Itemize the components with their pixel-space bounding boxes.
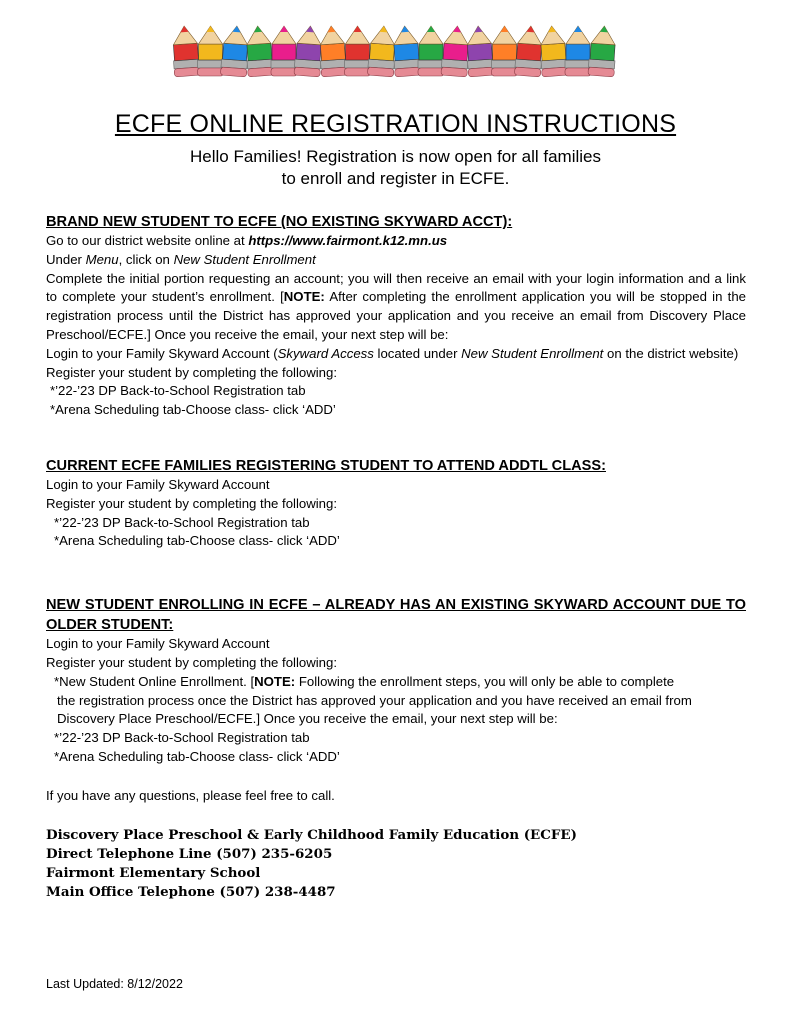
list-item-continued: Discovery Place Preschool/ECFE.] Once you receive the email, your next step will be: — [57, 711, 558, 727]
list-item: *Arena Scheduling tab-Choose class- click ‘ADD’ — [54, 533, 340, 549]
list-item: *’22-’23 DP Back-to-School Registration tab — [54, 730, 310, 746]
login-text-c: located under — [373, 345, 462, 361]
section-heading-current-families: CURRENT ECFE FAMILIES REGISTERING STUDENT TO ATTEND ADDTL CLASS: — [46, 457, 606, 474]
list-item: *’22-’23 DP Back-to-School Registration tab — [50, 383, 306, 399]
district-url-link[interactable]: https://www.fairmont.k12.mn.us — [248, 233, 448, 248]
pencil-icon — [539, 25, 568, 77]
pencil-icon — [294, 25, 323, 77]
contact-main-phone: Main Office Telephone (507) 238-4487 — [46, 883, 336, 900]
pencil-icon — [565, 26, 591, 76]
section-heading-new-student: BRAND NEW STUDENT TO ECFE (NO EXISTING SKYWARD ACCT): — [46, 214, 513, 230]
pencil-icon — [441, 25, 470, 77]
pencil-icon — [245, 25, 274, 77]
para-text-b: After completing the enrollment application you will be stopped in the registration process until the District has approved your application and you receive an email from Discovery Place Preschool/ECFE.] Once you receive the email, your next step will be: — [46, 289, 746, 342]
login-text-a: Login to your Family Skyward Account ( — [46, 345, 278, 361]
intro-line-2: to enroll and register in ECFE. — [281, 169, 510, 188]
list-item: *Arena Scheduling tab-Choose class- click ‘ADD’ — [50, 402, 336, 418]
menu-instruction — [46, 251, 746, 270]
closing-text: If you have any questions, please feel free to call. — [46, 787, 335, 803]
menu-text-a: Under — [46, 251, 86, 267]
district-website-line — [46, 232, 746, 251]
pencil-icon — [465, 25, 494, 77]
contact-school-name: Fairmont Elementary School — [46, 864, 261, 881]
menu-text-d: New Student Enrollment — [173, 251, 316, 267]
list-item: *Arena Scheduling tab-Choose class- click ‘ADD’ — [54, 748, 340, 764]
register-instruction: Register your student by completing the following: — [46, 495, 338, 511]
pencil-icon — [172, 25, 201, 77]
register-instruction: Register your student by completing the following: — [46, 654, 338, 670]
account-instruction-paragraph — [46, 270, 746, 345]
login-instruction — [46, 345, 746, 364]
pencil-icon — [492, 26, 518, 76]
instructions-body — [46, 212, 746, 902]
pencil-icon — [418, 26, 444, 76]
register-instruction: Register your student by completing the following: — [46, 364, 338, 380]
colored-pencils-banner — [172, 20, 618, 86]
page-title: ECFE ONLINE REGISTRATION INSTRUCTIONS — [114, 110, 677, 138]
contact-direct-phone: Direct Telephone Line (507) 235-6205 — [46, 845, 333, 862]
pencil-icon — [392, 25, 421, 77]
menu-text-b: Menu — [85, 251, 119, 267]
item-text-b: Following the enrollment steps, you will only be able to complete — [295, 673, 675, 689]
login-line: Login to your Family Skyward Account — [46, 636, 270, 652]
login-text-e: on the district website) — [603, 345, 739, 361]
website-prefix: Go to our district website online at — [46, 233, 249, 248]
para-text-a: Complete the initial portion requesting an account; you will then receive an email with your login information and a link to complete your student’s enrollment. [ — [46, 270, 746, 305]
pencil-icon — [198, 26, 224, 76]
list-item-continued: the registration process once the District has approved your application and you have received an email from — [57, 692, 692, 708]
pencil-icon — [588, 25, 617, 77]
last-updated: Last Updated: 8/12/2022 — [46, 977, 183, 991]
login-text-b: Skyward Access — [277, 345, 374, 361]
pencil-icon — [345, 26, 371, 76]
login-text-d: New Student Enrollment — [461, 345, 604, 361]
pencil-icon — [271, 26, 297, 76]
pencil-icon — [318, 25, 347, 77]
list-item: *’22-’23 DP Back-to-School Registration tab — [54, 514, 310, 530]
pencil-icon — [220, 25, 249, 77]
pencil-icon — [514, 25, 543, 77]
intro-text — [0, 146, 791, 190]
note-label: NOTE: — [283, 289, 325, 305]
list-item — [46, 673, 746, 692]
section-heading-existing-account: NEW STUDENT ENROLLING IN ECFE – ALREADY HAS AN EXISTING SKYWARD ACCOUNT DUE TO OLDER STUDENT: — [46, 597, 746, 634]
item-text-a: *New Student Online Enrollment. [ — [54, 673, 255, 689]
login-line: Login to your Family Skyward Account — [46, 476, 270, 492]
contact-org-name: Discovery Place Preschool & Early Childhood Family Education (ECFE) — [46, 826, 577, 843]
intro-line-1: Hello Families! Registration is now open for all families — [190, 147, 601, 166]
menu-text-c: , click on — [118, 251, 174, 267]
contact-block — [46, 826, 746, 902]
pencil-icon — [367, 25, 396, 77]
note-label: NOTE: — [254, 673, 296, 689]
